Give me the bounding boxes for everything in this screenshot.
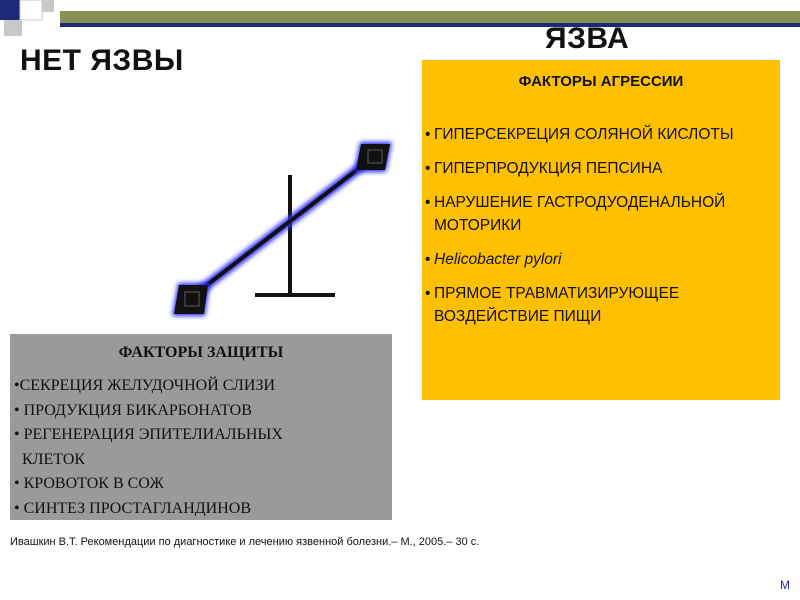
list-item: • КРОВОТОК В СОЖ	[14, 475, 164, 492]
protection-factors-list	[14, 374, 389, 521]
list-item: • РЕГЕНЕРАЦИЯ ЭПИТЕЛИАЛЬНЫХ	[14, 426, 283, 443]
slide-header-decoration	[0, 0, 800, 40]
list-item-text: ГИПЕРСЕКРЕЦИЯ СОЛЯНОЙ КИСЛОТЫ	[434, 126, 734, 143]
list-item	[425, 248, 775, 271]
citation-text: Ивашкин В.Т. Рекомендации по диагностике и лечению язвенной болезни.– М., 2005.– 30 с.	[10, 536, 480, 548]
list-item-text: ГИПЕРПРОДУКЦИЯ ПЕПСИНА	[434, 160, 663, 177]
bullet: •	[425, 126, 431, 143]
list-item: КЛЕТОК	[14, 450, 86, 468]
list-item	[425, 123, 775, 146]
no-ulcer-title: НЕТ ЯЗВЫ	[20, 44, 184, 77]
list-item: • ПРОДУКЦИЯ БИКАРБОНАТОВ	[14, 401, 252, 419]
list-item	[425, 191, 775, 237]
list-item	[425, 157, 775, 180]
list-item	[425, 282, 775, 328]
list-item-text: Helicobacter pylori	[434, 251, 562, 268]
aggression-factors-list	[425, 123, 775, 339]
aggression-factors-title: ФАКТОРЫ АГРЕССИИ	[518, 73, 684, 90]
bullet: •	[425, 251, 431, 268]
bullet: •	[425, 194, 431, 211]
aggression-factors-box	[422, 60, 780, 400]
protection-factors-box	[10, 334, 392, 520]
list-item: •СЕКРЕЦИЯ ЖЕЛУДОЧНОЙ СЛИЗИ	[14, 377, 276, 394]
seesaw-scale-icon	[160, 130, 400, 330]
corner-mark: М	[780, 578, 790, 592]
list-item: • СИНТЕЗ ПРОСТАГЛАНДИНОВ	[14, 499, 251, 517]
bullet: •	[425, 160, 431, 177]
protection-factors-title: ФАКТОРЫ ЗАЩИТЫ	[118, 344, 284, 361]
bullet: •	[425, 285, 431, 302]
list-item-text: НАРУШЕНИЕ ГАСТРОДУОДЕНАЛЬНОЙ МОТОРИКИ	[434, 194, 726, 234]
ulcer-title: ЯЗВА	[545, 22, 630, 55]
list-item-text: ПРЯМОЕ ТРАВМАТИЗИРУЮЩЕЕ ВОЗДЕЙСТВИЕ ПИЩИ	[434, 285, 680, 325]
